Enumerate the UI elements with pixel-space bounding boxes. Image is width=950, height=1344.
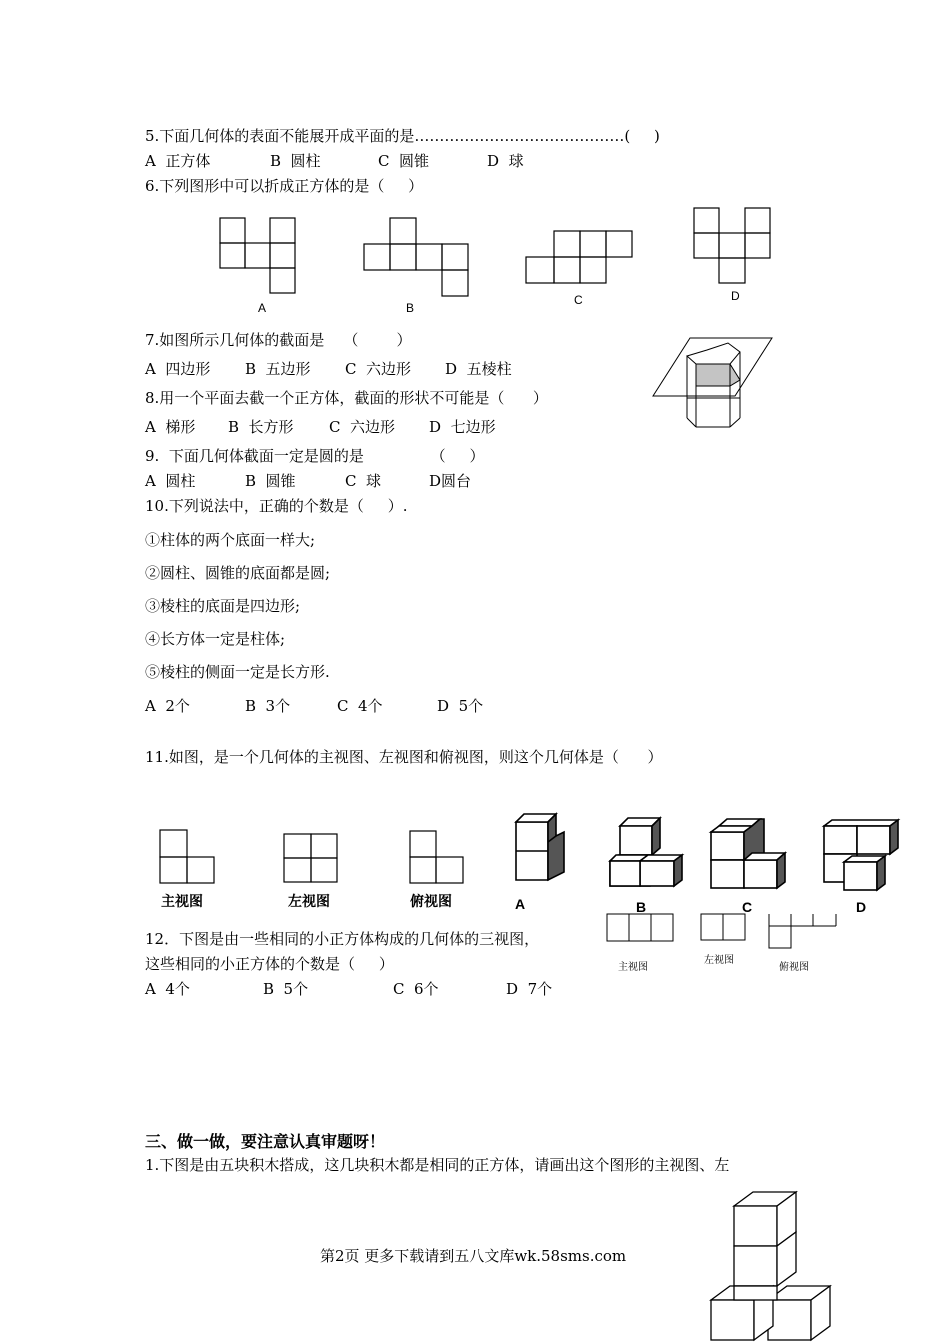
q6-label-c: C [574,293,583,307]
q8-text: 8.用一个平面去截一个正方体，截面的形状不可能是（ ） [145,389,548,407]
q12-left-view-label: 左视图 [704,955,734,966]
q10-statement-3: ③棱柱的底面是四边形; [145,597,301,615]
q8-option-b: B 长方形 [228,418,294,436]
q10-option-c: C 4个 [337,697,383,715]
q5-option-b: B 圆柱 [270,152,321,170]
q10-option-d: D 5个 [437,697,484,715]
q11-option-b-label: B [636,899,647,915]
q12-option-a: A 4个 [145,980,190,998]
q5-option-d: D 球 [487,152,524,170]
q7-option-d: D 五棱柱 [445,360,512,378]
q11-text: 11.如图，是一个几何体的主视图、左视图和俯视图，则这个几何体是（ ） [145,748,663,766]
q10-statement-1: ①柱体的两个底面一样大; [145,531,316,549]
q11-option-c-label: C [742,899,753,915]
q12-option-b: B 5个 [263,980,309,998]
q11-top-view-label: 俯视图 [410,893,452,909]
q6-label-b: B [406,301,415,315]
q7-option-c: C 六边形 [345,360,412,378]
q12-text-line2: 这些相同的小正方体的个数是（ ） [145,955,394,973]
q9-option-a: A 圆柱 [145,472,196,490]
q6-text: 6.下列图形中可以折成正方体的是（ ） [145,177,424,195]
q12-option-d: D 7个 [506,980,553,998]
section3-heading: 三、做一做，要注意认真审题呀！ [145,1132,386,1151]
q6-label-a: A [258,301,267,315]
q11-option-a-label: A [515,896,526,912]
q10-statement-2: ②圆柱、圆锥的底面都是圆; [145,564,331,582]
q9-option-c: C 球 [345,472,382,490]
q9-option-b: B 圆锥 [245,472,296,490]
q12-option-c: C 6个 [393,980,439,998]
q11-left-view-label: 左视图 [288,893,330,909]
q9-text: 9. 下面几何体截面一定是圆的是 （ ） [145,447,485,465]
q12-text-line1: 12．下图是由一些相同的小正方体构成的几何体的三视图， [145,930,540,948]
q11-option-d-label: D [856,899,867,915]
q7-text: 7.如图所示几何体的截面是 （ ） [145,331,412,349]
q12-main-view-label: 主视图 [618,962,648,973]
q11-main-view-label: 主视图 [161,893,203,909]
q7-option-b: B 五边形 [245,360,311,378]
q9-option-d: D圆台 [429,472,472,490]
q10-statement-5: ⑤棱柱的侧面一定是长方形. [145,663,330,681]
q12-top-view-label: 俯视图 [779,962,809,973]
q10-text: 10.下列说法中，正确的个数是（ ）. [145,497,408,515]
q10-statement-4: ④长方体一定是柱体; [145,630,286,648]
q8-option-c: C 六边形 [329,418,396,436]
section3-q1-text: 1.下图是由五块积木搭成，这几块积木都是相同的正方体，请画出这个图形的主视图、左 [145,1156,730,1174]
page-footer: 第2页 更多下载请到五八文库wk.58sms.com [320,1247,627,1265]
q10-option-a: A 2个 [145,697,190,715]
q8-option-d: D 七边形 [429,418,496,436]
q5-option-a: A 正方体 [145,152,211,170]
q10-option-b: B 3个 [245,697,291,715]
q6-label-d: D [731,289,740,303]
q5-option-c: C 圆锥 [378,152,430,170]
q7-option-a: A 四边形 [145,360,211,378]
q8-option-a: A 梯形 [145,418,196,436]
q5-text: 5.下面几何体的表面不能展开成平面的是……………………………………( ) [145,127,660,145]
